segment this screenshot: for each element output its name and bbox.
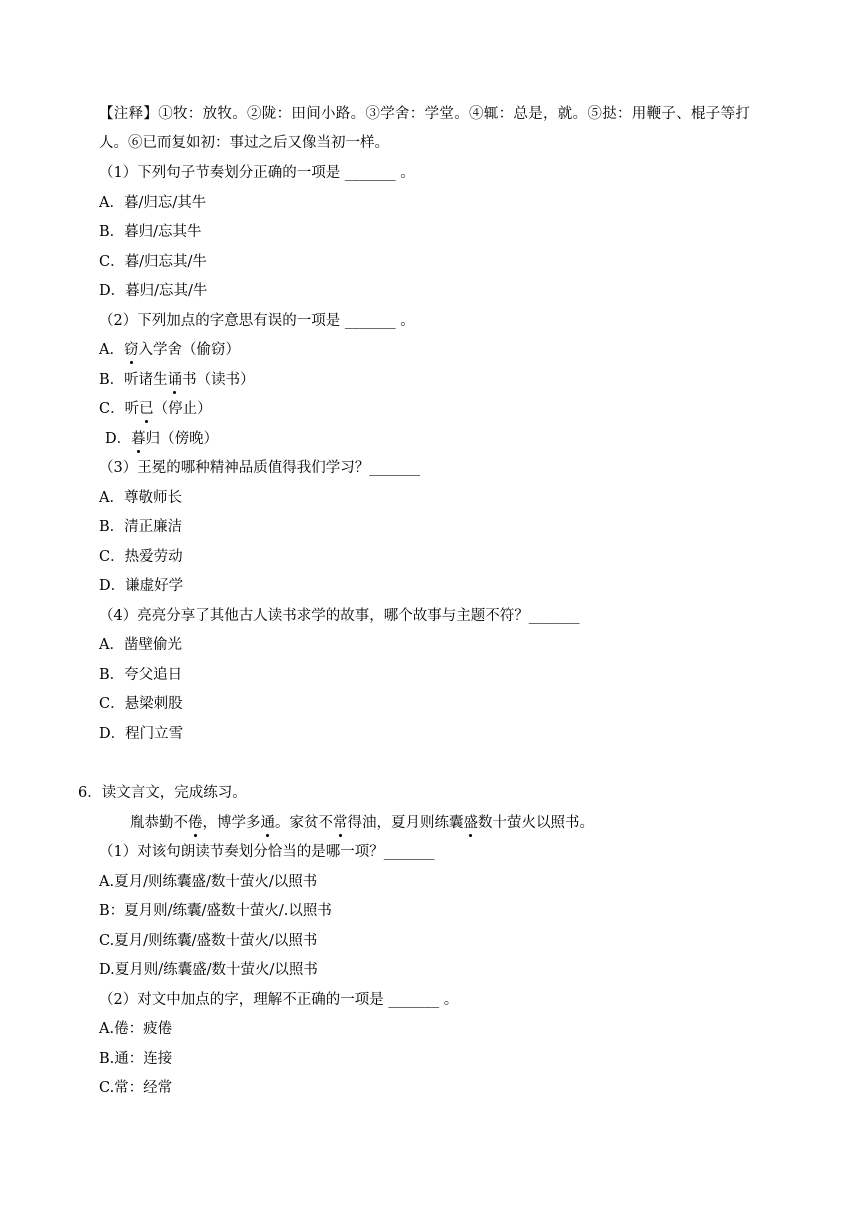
question-2-option-d: D．暮归（傍晚） [105,431,219,447]
emphasis-dot-char: 常 [333,815,348,831]
emphasis-dot-char: 通 [260,815,275,831]
section-6-question-1-option-a: A.夏月/则练囊盛/数十萤火/以照书 [99,874,318,890]
question-3-option-a: A．尊敬师长 [99,490,182,506]
annotation-line-2: 人。⑥已而复如初：事过之后又像当初一样。 [99,135,389,151]
question-2-option-b: B．听诸生诵书（读书） [99,372,255,388]
question-3-option-b: B．清正廉洁 [99,519,183,535]
question-1-option-b: B．暮归/忘其牛 [99,224,202,240]
annotation-line-1: 【注释】①牧：放牧。②陇：田间小路。③学舍：学堂。④辄：总是，就。⑤挞：用鞭子、棍子等打 [99,106,751,122]
question-4-option-a: A．凿壁偷光 [99,637,182,653]
question-4-stem: （4）亮亮分享了其他古人读书求学的故事，哪个故事与主题不符？_______ [99,608,580,624]
section-6-question-1-option-c: C.夏月/则练囊/盛数十萤火/以照书 [99,933,318,949]
section-6-question-2-stem: （2）对文中加点的字，理解不正确的一项是 _______ 。 [99,992,459,1008]
section-6-question-1-option-d: D.夏月则/练囊盛/数十萤火/以照书 [99,962,318,978]
section-6-question-1-option-b: B：夏月则/练囊/盛数十萤火/.以照书 [99,903,332,919]
emphasis-dot-char: 暮 [131,431,146,447]
emphasis-dot-char: 已 [139,401,154,417]
question-4-option-d: D．程门立雪 [99,726,184,742]
emphasis-dot-char: 盛 [463,815,478,831]
question-1-option-c: C．暮/归忘其/牛 [99,254,207,270]
section-6-question-2-option-a: A.倦：疲倦 [99,1021,173,1037]
question-2-option-c: C．听已（停止） [99,401,212,417]
emphasis-dot-char: 窃 [123,342,139,358]
section-6-passage: 胤恭勤不倦，博学多通。家贫不常得油，夏月则练囊盛数十萤火以照书。 [130,815,594,831]
question-2-option-a: A．窃入学舍（偷窃） [99,342,240,358]
question-1-option-a: A．暮/归忘/其牛 [99,195,207,211]
emphasis-dot-char: 倦 [188,815,203,831]
question-1-stem: （1）下列句子节奏划分正确的一项是 _______ 。 [99,165,415,181]
question-3-option-c: C．热爱劳动 [99,549,183,565]
question-3-option-d: D．谦虚好学 [99,578,184,594]
question-2-stem: （2）下列加点的字意思有误的一项是 _______ 。 [99,313,415,329]
section-6-heading: 6．读文言文，完成练习。 [78,785,247,801]
question-3-stem: （3）王冕的哪种精神品质值得我们学习？_______ [99,460,420,476]
section-6-question-2-option-c: C.常：经常 [99,1080,173,1096]
question-1-option-d: D．暮归/忘其/牛 [99,283,208,299]
question-4-option-b: B．夸父追日 [99,667,183,683]
question-4-option-c: C．悬梁刺股 [99,696,183,712]
emphasis-dot-char: 诵 [167,372,183,388]
section-6-question-2-option-b: B.通：连接 [99,1051,173,1067]
section-6-question-1-stem: （1）对该句朗读节奏划分恰当的是哪一项？_______ [99,844,435,860]
